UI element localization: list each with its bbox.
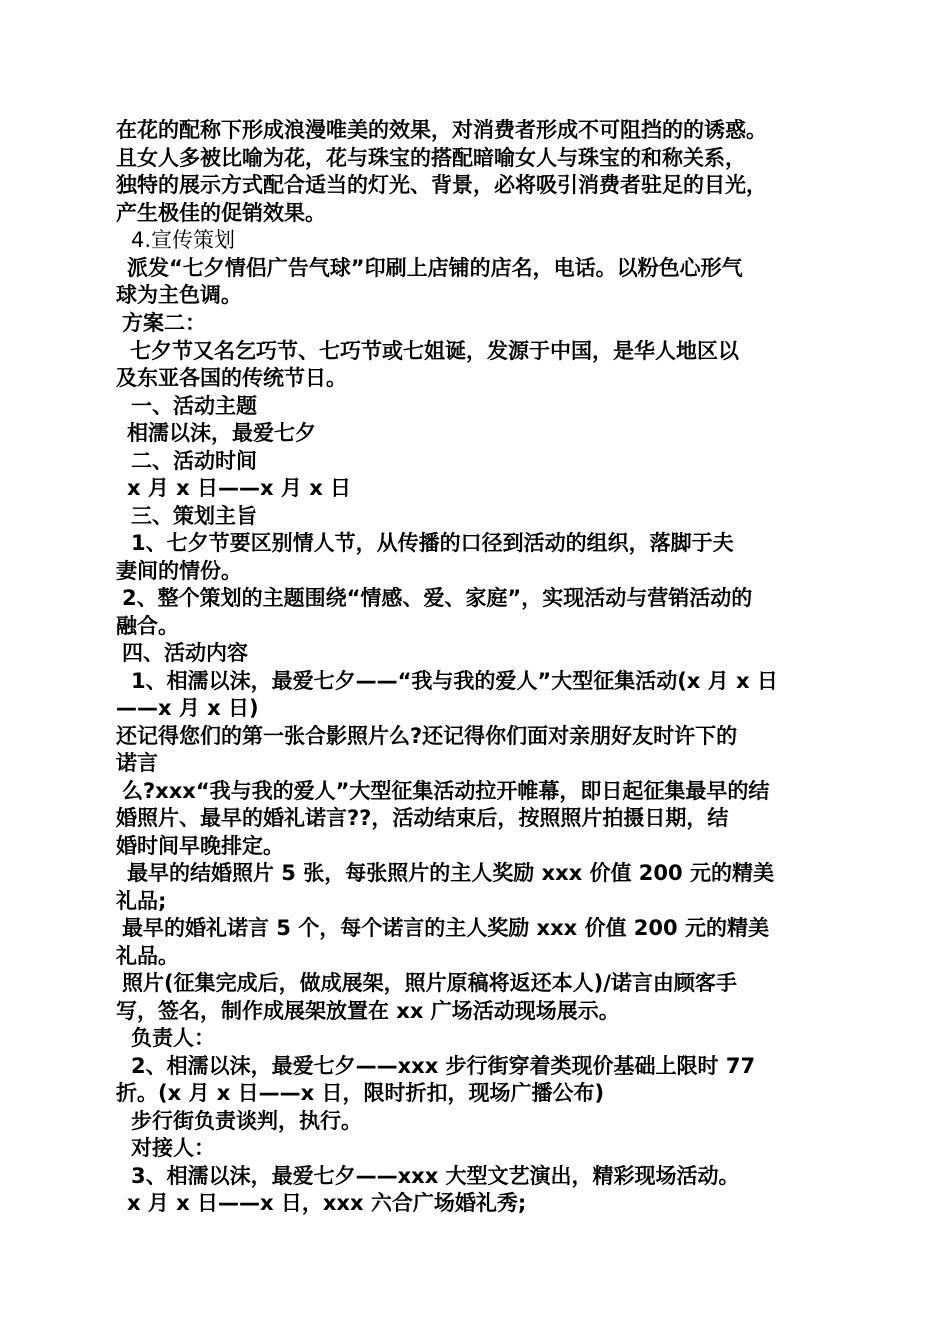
section-heading: 三、策划主旨 [131, 504, 257, 528]
text-line: 照片(征集完成后，做成展架，照片原稿将返还本人)/诺言由顾客手 [122, 971, 737, 995]
text-line: 诺言 [116, 751, 158, 775]
text-line: 婚照片、最早的婚礼诺言??，活动结束后，按照照片拍摄日期，结 [116, 806, 729, 830]
section-heading: 4.宣传策划 [131, 228, 236, 252]
text-line: 步行街负责谈判，执行。 [131, 1109, 362, 1133]
section-heading: 方案二： [122, 311, 206, 335]
text-line: 七夕节又名乞巧节、七巧节或七姐诞，发源于中国，是华人地区以 [130, 339, 739, 363]
text-line: 礼品。 [116, 944, 179, 968]
text-line: 妻间的情份。 [116, 559, 242, 583]
text-line: 融合。 [116, 614, 179, 638]
text-line: 写，签名，制作成展架放置在 xx 广场活动现场展示。 [116, 999, 620, 1023]
text-line: 折。(x 月 x 日——x 日，限时折扣，现场广播公布) [116, 1081, 605, 1105]
text-line: 2、相濡以沫，最爱七夕——xxx 步行街穿着类现价基础上限时 77 [131, 1054, 756, 1078]
text-line: x 月 x 日——x 日，xxx 六合广场婚礼秀; [127, 1191, 527, 1215]
section-heading: 二、活动时间 [131, 449, 257, 473]
text-line: 礼品; [116, 889, 167, 913]
text-line: 对接人： [131, 1136, 215, 1160]
text-line: 在花的配称下形成浪漫唯美的效果，对消费者形成不可阻挡的的诱惑。 [116, 118, 767, 142]
text-line: 还记得您们的第一张合影照片么?还记得你们面对亲朋好友时许下的 [116, 724, 738, 748]
text-line: 3、相濡以沫，最爱七夕——xxx 大型文艺演出，精彩现场活动。 [131, 1164, 740, 1188]
text-line: 1、七夕节要区别情人节，从传播的口径到活动的组织，落脚于夫 [131, 531, 734, 555]
text-line: 派发“七夕情侣广告气球”印刷上店铺的店名，电话。以粉色心形气 [127, 256, 743, 280]
text-line: 婚时间早晚排定。 [116, 834, 284, 858]
text-line: 1、相濡以沫，最爱七夕——“我与我的爱人”大型征集活动(x 月 x 日 [131, 669, 778, 693]
text-line: 相濡以沫，最爱七夕 [127, 421, 316, 445]
text-line: ——x 月 x 日) [116, 696, 259, 720]
text-line: 负责人： [131, 1026, 215, 1050]
text-line: 独特的展示方式配合适当的灯光、背景，必将吸引消费者驻足的目光， [116, 173, 767, 197]
text-line: 2、整个策划的主题围绕“情感、爱、家庭”，实现活动与营销活动的 [122, 586, 753, 610]
text-line: x 月 x 日——x 月 x 日 [127, 476, 352, 500]
text-line: 球为主色调。 [116, 283, 242, 307]
section-heading: 一、活动主题 [131, 394, 257, 418]
text-line: 产生极佳的促销效果。 [116, 201, 326, 225]
text-line: 么?xxx“我与我的爱人”大型征集活动拉开帷幕，即日起征集最早的结 [122, 779, 770, 803]
section-heading: 四、活动内容 [122, 641, 248, 665]
text-line: 最早的结婚照片 5 张，每张照片的主人奖励 xxx 价值 200 元的精美 [127, 861, 774, 885]
text-line: 最早的婚礼诺言 5 个，每个诺言的主人奖励 xxx 价值 200 元的精美 [122, 916, 769, 940]
text-line: 及东亚各国的传统节日。 [116, 366, 347, 390]
text-line: 且女人多被比喻为花，花与珠宝的搭配暗喻女人与珠宝的和称关系， [116, 146, 746, 170]
